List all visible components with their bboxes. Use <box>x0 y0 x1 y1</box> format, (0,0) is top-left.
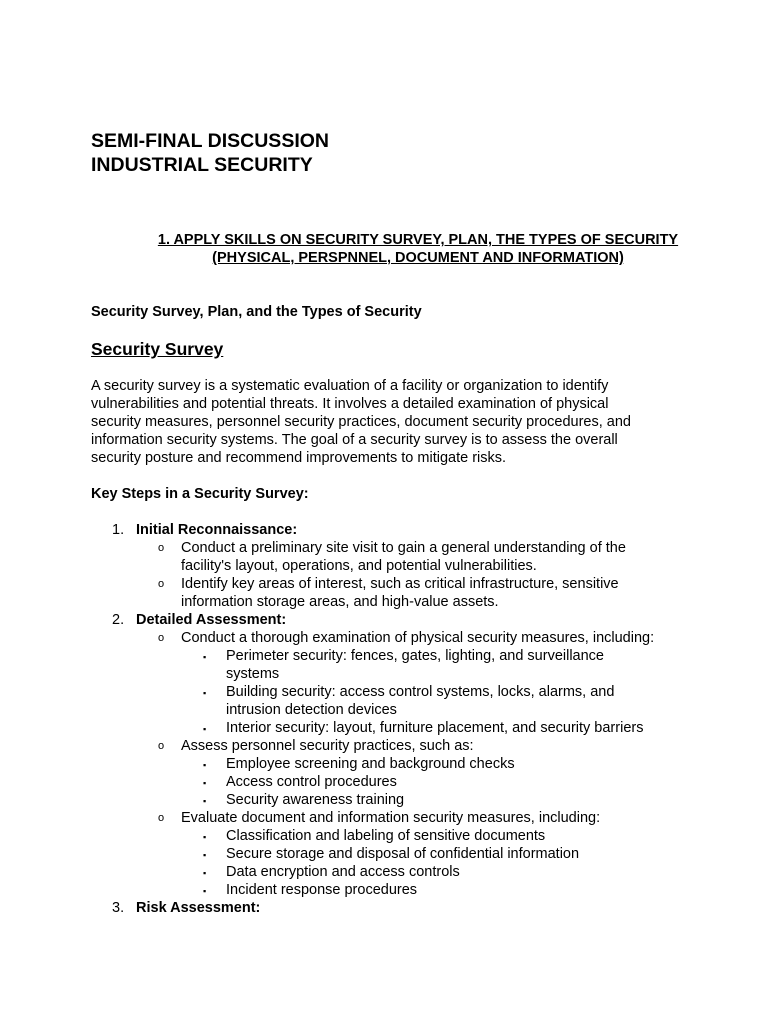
list-item-text: Assess personnel security practices, such as: <box>181 738 474 754</box>
section-heading: Security Survey <box>91 339 224 359</box>
topic-heading-line-1: 1. APPLY SKILLS ON SECURITY SURVEY, PLAN, THE TYPES OF SECURITY <box>157 232 679 248</box>
list-item-text: information storage areas, and high-value assets. <box>181 594 499 610</box>
list-item-text: Interior security: layout, furniture placement, and security barriers <box>226 720 644 736</box>
list-item-text: Incident response procedures <box>226 882 418 898</box>
paragraph-line: information security systems. The goal of a security survey is to assess the overall <box>91 432 618 448</box>
paragraph-line: security posture and recommend improvements to mitigate risks. <box>91 450 507 466</box>
level2-bullet: o <box>158 578 165 590</box>
list-item-text: Data encryption and access controls <box>226 864 460 880</box>
list-item-text: Security awareness training <box>226 792 405 808</box>
document-title-line-2: INDUSTRIAL SECURITY <box>91 154 313 176</box>
paragraph-line: security measures, personnel security practices, document security procedures, and <box>91 414 631 430</box>
step-label: Initial Reconnaissance: <box>136 522 298 538</box>
list-item-text: facility's layout, operations, and potential vulnerabilities. <box>181 558 537 574</box>
list-item-text: systems <box>226 666 280 682</box>
level3-bullet: ▪ <box>203 868 207 878</box>
level3-bullet: ▪ <box>203 760 207 770</box>
step-number: 1. <box>112 522 125 538</box>
list-item-text: Evaluate document and information security measures, including: <box>181 810 601 826</box>
list-item-text: Secure storage and disposal of confidential information <box>226 846 580 862</box>
document-title-line-1: SEMI-FINAL DISCUSSION <box>91 130 329 152</box>
level3-bullet: ▪ <box>203 796 207 806</box>
paragraph-line: vulnerabilities and potential threats. It involves a detailed examination of physical <box>91 396 609 412</box>
list-item-text: Classification and labeling of sensitive documents <box>226 828 546 844</box>
list-item-text: Perimeter security: fences, gates, lighting, and surveillance <box>226 648 604 664</box>
step-number: 2. <box>112 612 125 628</box>
topic-heading-line-2: (PHYSICAL, PERSPNNEL, DOCUMENT AND INFORMATION) <box>212 250 624 266</box>
paragraph-line: A security survey is a systematic evaluation of a facility or organization to identify <box>91 378 609 394</box>
step-label: Detailed Assessment: <box>136 612 287 628</box>
list-item-text: Employee screening and background checks <box>226 756 515 772</box>
list-item-text: Building security: access control systems, locks, alarms, and <box>226 684 615 700</box>
level3-bullet: ▪ <box>203 778 207 788</box>
level3-bullet: ▪ <box>203 724 207 734</box>
level2-bullet: o <box>158 542 165 554</box>
level2-bullet: o <box>158 632 165 644</box>
list-item-text: Conduct a thorough examination of physical security measures, including: <box>181 630 655 646</box>
list-item-text: Identify key areas of interest, such as critical infrastructure, sensitive <box>181 576 619 592</box>
level3-bullet: ▪ <box>203 652 207 662</box>
level3-bullet: ▪ <box>203 850 207 860</box>
level3-bullet: ▪ <box>203 886 207 896</box>
level2-bullet: o <box>158 812 165 824</box>
step-label: Risk Assessment: <box>136 900 261 916</box>
level3-bullet: ▪ <box>203 688 207 698</box>
list-item-text: intrusion detection devices <box>226 702 397 718</box>
intro-paragraph <box>91 377 671 467</box>
level2-bullet: o <box>158 740 165 752</box>
list-item-text: Access control procedures <box>226 774 397 790</box>
key-steps-heading: Key Steps in a Security Survey: <box>91 486 309 502</box>
level3-bullet: ▪ <box>203 832 207 842</box>
subheading: Security Survey, Plan, and the Types of Security <box>91 304 422 320</box>
list-item-text: Conduct a preliminary site visit to gain a general understanding of the <box>181 540 626 556</box>
step-number: 3. <box>112 900 125 916</box>
